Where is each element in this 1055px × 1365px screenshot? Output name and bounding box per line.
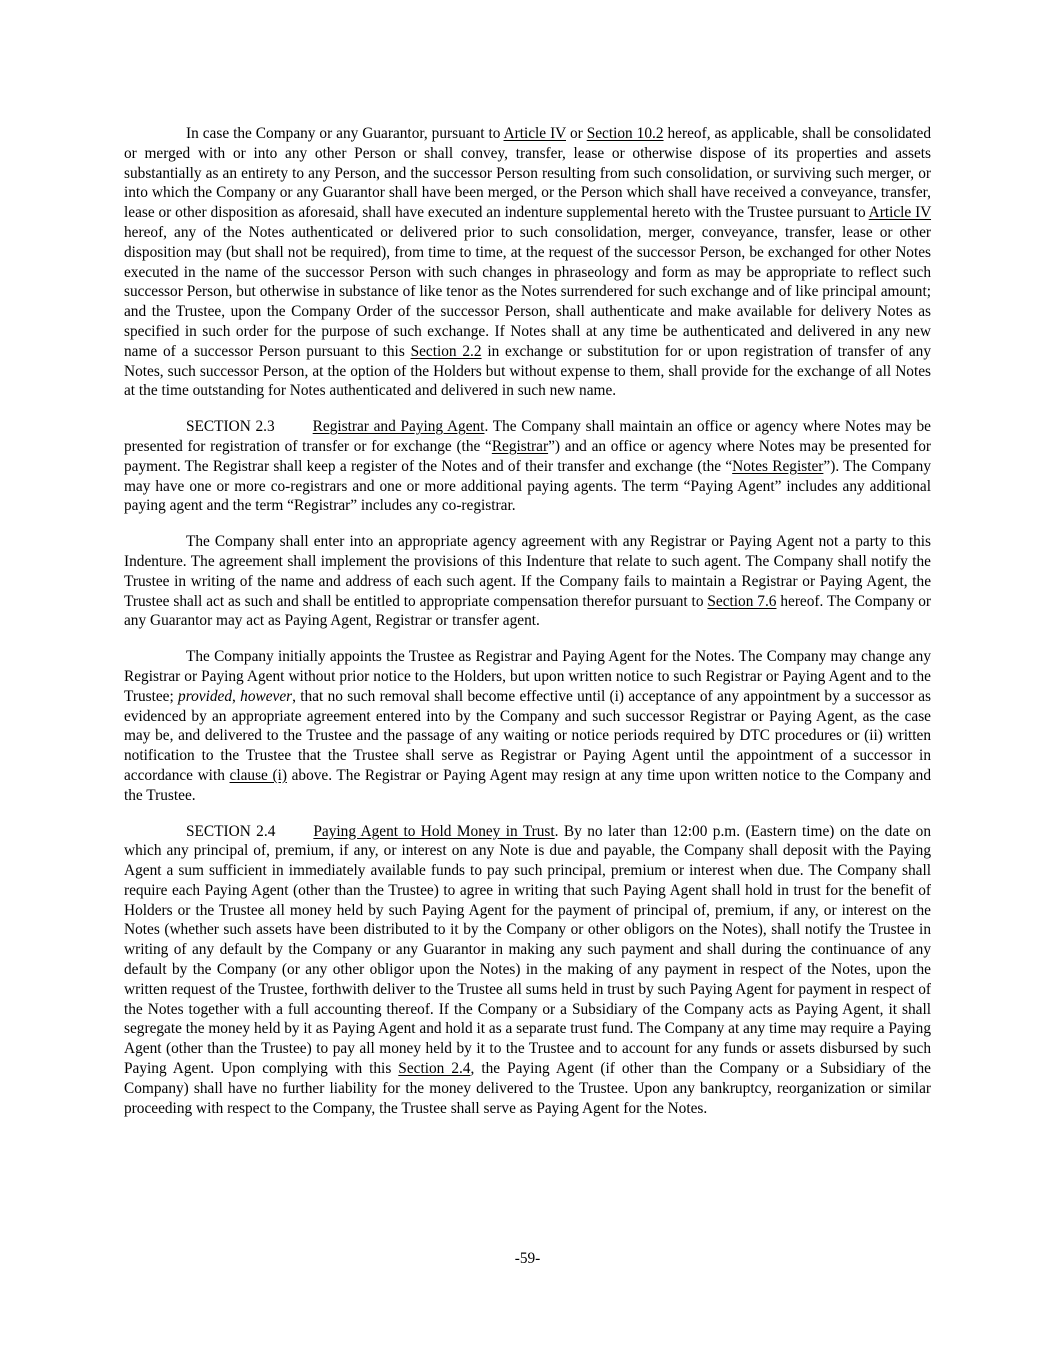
text-run: in exchange or substitution for or upon registration of transfer of any Notes, such successor Person, at the option of the Holders but without expense to them, shall provide for the exchange of all Notes at the time outstanding for Notes authenticated and delivered in such new name. [124,342,931,400]
cross-reference-section-2-4: Section 2.4 [398,1060,471,1078]
text-run: . The Company shall maintain an office or agency where Notes may be presented for registration of transfer or for exchange (the “ [124,418,931,455]
text-run: . By no later than 12:00 p.m. (Eastern time) on the date on which any principal of, premium, if any, or interest on any Note is due and payable, the Company shall deposit with the Paying Agent a sum sufficient in immediately available funds to pay such principal, premium or interest when due. The Company shall require each Paying Agent (other than the Trustee) to agree in writing that such Paying Agent shall hold in trust for the benefit of Holders or the Trustee all money held by such Paying Agent for the payment of principal of, premium, if any, or interest on the Notes (whether such assets have been distributed to it by the Company or other obligors on the Notes), shall notify the Trustee in writing of any default by the Company or any Guarantor in making any such payment and shall during the continuance of any default by the Company (or any other obligor upon the Notes) in the making of any payment in respect of the Notes, upon the written request of the Trustee, forthwith deliver to the Trustee all sums held in trust by such Paying Agent for payment in respect of the Notes together with a full accounting thereof. If the Company or a Subsidiary of the Company acts as Paying Agent, it shall segregate the money held by it as Paying Agent and hold it as a separate trust fund. The Company at any time may require a Paying Agent (other than the Trustee) to pay all money held by it to the Trustee and to account for any funds or assets disbursed by such Paying Agent. Upon complying with this [124,822,931,1078]
page-number: -59- [514,1250,541,1267]
paragraph-agency-agreement [124,532,931,631]
text-run: hereof, as applicable, shall be consolidated or merged with or into any other Person or shall convey, transfer, lease or otherwise dispose of its properties and assets substantially as an entirety to any Person, and the successor Person resulting from such consolidation, or surviving such merger, or into which the Company or any Guarantor shall have been merged, or the Person which shall have received a conveyance, transfer, lease or other disposition as aforesaid, shall have executed an indenture supplemental hereto with the Trustee pursuant to [124,125,931,222]
section-number: SECTION 2.4 [186,822,276,840]
text-run: hereof, any of the Notes authenticated or delivered prior to such consolidation, merger, conveyance, transfer, lease or other disposition may (but shall not be required), from time to time, at the request of the successor Person, be exchanged for other Notes executed in the name of the successor Person with such changes in phraseology and form as may be appropriate to reflect such successor Person, but otherwise in substance of like tenor as the Notes surrendered for such exchange and of like principal amount; and the Trustee, upon the Company Order of the successor Person, shall authenticate and make available for delivery Notes as specified in such order for the purpose of such exchange. If Notes shall at any time be authenticated and delivered in any new name of a successor Person pursuant to this [124,223,931,360]
cross-reference-article-iv: Article IV [868,204,932,222]
section-2-4-paragraph [124,822,931,1119]
section-heading: Paying Agent to Hold Money in Trust [313,822,555,840]
section-2-3-paragraph [124,417,931,516]
defined-term-notes-register: Notes Register [732,457,824,475]
text-run: hereof. The Company or any Guarantor may act as Paying Agent, Registrar or transfer agent. [124,592,932,630]
document-page [124,124,931,1134]
cross-reference-section-7-6: Section 7.6 [707,592,777,610]
defined-term-registrar: Registrar [491,437,549,455]
text-run: , that no such removal shall become effective until (i) acceptance of any appointment by a successor as evidenced by an appropriate agreement entered into by the Company and such successor Registrar or Paying Agent, as the case may be, and delivered to the Trustee and the passage of any waiting or notice periods required by DTC procedures or (ii) written notification to the Trustee that the Trustee shall serve as Registrar or Paying Agent until the appointment of a successor in accordance with [124,687,932,784]
cross-reference-clause-i: clause (i) [229,766,287,784]
text-run: , [232,687,241,705]
italic-term-however: however [240,687,293,705]
cross-reference-article-iv: Article IV [503,125,566,142]
text-run: The Company initially appoints the Trustee as Registrar and Paying Agent for the Notes. The Company may change any Registrar or Paying Agent without prior notice to the Holders, but upon written notice to such Registrar or Paying Agent and to the Trustee; [124,648,931,705]
cross-reference-section-2-2: Section 2.2 [410,342,482,360]
text-run: ”). The Company may have one or more co-registrars and one or more additional paying agents. The term “Paying Agent” includes any additional paying agent and the term “Registrar” includes any co-registrar. [124,457,931,515]
section-heading: Registrar and Paying Agent [312,418,485,436]
text-run: above. The Registrar or Paying Agent may resign at any time upon written notice to the Company and the Trustee. [124,766,932,804]
text-run: , the Paying Agent (if other than the Company or a Subsidiary of the Company) shall have no further liability for the money delivered to the Trustee. Upon any bankruptcy, reorganization or similar proceeding with respect to the Company, the Trustee shall serve as Paying Agent for the Notes. [124,1060,931,1117]
text-run: ”) and an office or agency where Notes may be presented for payment. The Registrar shall keep a register of the Notes and of their transfer and exchange (the “ [124,437,931,475]
paragraph-successor-notes [124,124,931,401]
cross-reference-section-10-2: Section 10.2 [586,125,664,142]
italic-term-provided: provided [178,687,233,705]
section-number: SECTION 2.3 [186,418,275,436]
text-run: In case the Company or any Guarantor, pursuant to [186,125,504,142]
text-run: The Company shall enter into an appropriate agency agreement with any Registrar or Paying Agent not a party to this Indenture. The agreement shall implement the provisions of this Indenture that relate to such agent. The Company shall notify the Trustee in writing of the name and address of each such agent. If the Company fails to maintain a Registrar or Paying Agent, the Trustee shall act as such and shall be entitled to appropriate compensation therefor pursuant to [124,533,931,610]
text-run: or [566,125,587,142]
paragraph-initial-appointment [124,647,931,805]
